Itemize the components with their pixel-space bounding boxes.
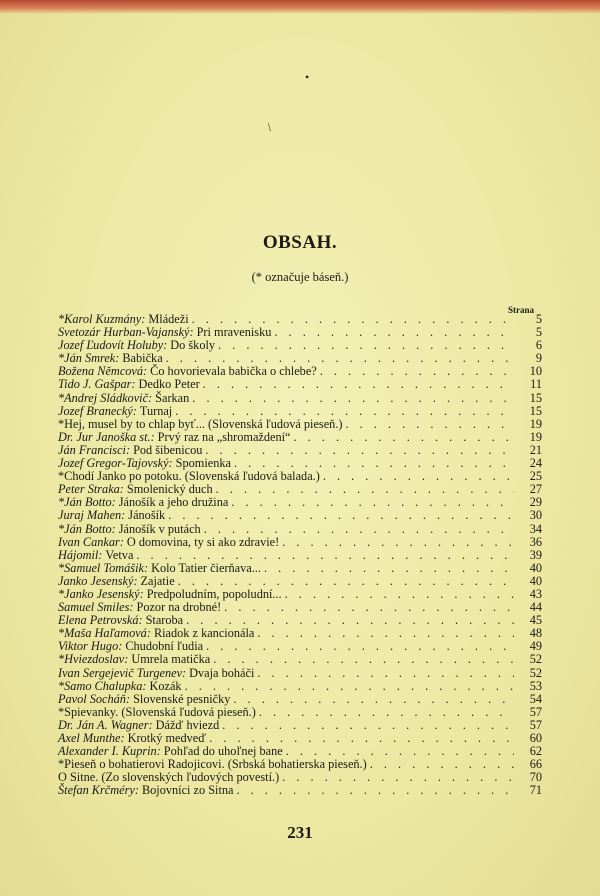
entry-title: O Sitne. (Zo slovenských ľudových povestí.) <box>58 770 280 785</box>
entry-title: Čo hovorievala babička o chlebe? <box>150 364 317 379</box>
dot-leader <box>294 431 515 444</box>
entry-page: 62 <box>529 744 542 759</box>
entry-title: Vetva <box>105 547 134 562</box>
entry-author: *Ján Smrek: <box>58 351 120 366</box>
entry-author: Viktor Hugo: <box>58 639 123 654</box>
entry-title: Dvaja boháči <box>189 665 255 680</box>
page-column-label: Strana <box>508 305 535 315</box>
dot-leader <box>274 326 514 339</box>
entry-author: Janko Jesenský: <box>58 573 138 588</box>
dot-leader <box>282 771 514 784</box>
toc-entry <box>58 562 542 575</box>
dot-leader <box>178 575 514 588</box>
entry-title: Babička <box>122 351 163 366</box>
entry-page: 15 <box>529 403 542 418</box>
dot-leader <box>346 418 515 431</box>
entry-title: Umrela matička <box>131 652 211 667</box>
dot-leader <box>285 588 514 601</box>
entry-title: Pohľad do uhoľnej bane <box>163 744 283 759</box>
dot-leader <box>205 444 514 457</box>
entry-title: Pri mravenisku <box>196 325 272 340</box>
entry-title: Krotký medveď <box>127 731 207 745</box>
entry-page: 43 <box>529 586 542 601</box>
entry-author: Dr. Ján A. Wagner: <box>58 717 153 732</box>
entry-title: Chudobní ľudia <box>125 639 204 654</box>
entry-title: O domovina, ty si ako zdravie! <box>126 534 280 549</box>
toc-entry <box>58 549 542 562</box>
entry-author: Jozef Branecký: <box>58 403 137 418</box>
entry-author: Juraj Mahen: <box>58 508 126 523</box>
dot-leader <box>175 405 514 418</box>
entry-author: Tido J. Gašpar: <box>58 377 136 392</box>
entry-page: 40 <box>529 560 542 575</box>
toc-entry <box>58 575 542 588</box>
dot-leader <box>203 378 514 391</box>
entry-author: Elena Petrovská: <box>58 613 143 628</box>
entry-title: Staroba <box>145 613 184 628</box>
entry-page: 66 <box>529 757 542 772</box>
page-number: 231 <box>287 823 313 842</box>
entry-page: 10 <box>529 364 542 379</box>
dot-leader <box>222 719 514 732</box>
page-top-edge <box>0 0 600 14</box>
entry-title: Šarkan <box>155 390 190 405</box>
entry-page: 5 <box>535 312 542 326</box>
entry-page: 21 <box>529 442 542 457</box>
entry-author: Jozef Ľudovít Holuby: <box>58 338 168 353</box>
toc-entry <box>58 378 542 391</box>
dot-leader <box>264 562 514 575</box>
entry-page: 40 <box>529 573 542 588</box>
entry-author: *Janko Jesenský: <box>58 586 144 601</box>
dot-leader <box>206 640 514 653</box>
entry-author: *Maša Haľamová: <box>58 626 151 641</box>
dot-leader <box>224 601 514 614</box>
toc-entry <box>58 523 542 536</box>
entry-page: 53 <box>529 678 542 693</box>
entry-page: 5 <box>535 325 542 340</box>
entry-title: Pod šibenicou <box>133 442 203 457</box>
entry-title: *Hej, musel by to chlap byť... (Slovenská ľudová pieseň.) <box>58 416 343 431</box>
entry-title: Jánošík <box>128 508 166 523</box>
entry-title: Do školy <box>170 338 216 353</box>
entry-title: Predpoludním, popoludní... <box>146 586 282 601</box>
dot-leader <box>204 523 514 536</box>
entry-page: 71 <box>529 783 542 798</box>
dot-leader <box>257 627 514 640</box>
entry-author: Svetozár Hurban-Vajanský: <box>58 325 194 340</box>
pencil-mark: / <box>264 120 275 134</box>
entry-author: *Karol Kuzmány: <box>58 312 146 326</box>
dot-leader <box>136 549 514 562</box>
table-of-contents <box>58 313 542 797</box>
ink-speck: • <box>305 70 310 84</box>
entry-title: Mládeži <box>148 312 189 326</box>
entry-title: Smolenický duch <box>126 482 213 497</box>
entry-page: 27 <box>529 482 542 497</box>
entry-page: 48 <box>529 626 542 641</box>
entry-page: 9 <box>535 351 542 366</box>
dot-leader <box>231 496 514 509</box>
entry-page: 34 <box>529 521 542 536</box>
dot-leader <box>259 706 514 719</box>
entry-author: Pavol Socháň: <box>58 691 131 706</box>
entry-author: Samuel Smiles: <box>58 600 134 615</box>
toc-entry <box>58 693 542 706</box>
entry-author: Jozef Gregor-Tajovský: <box>58 456 173 471</box>
entry-title: Riadok z kancionála <box>153 626 255 641</box>
toc-entry <box>58 784 542 797</box>
entry-title: *Chodí Janko po potoku. (Slovenská ľudová balada.) <box>58 469 320 484</box>
dot-leader <box>192 392 514 405</box>
entry-author: Alexander I. Kuprin: <box>58 744 161 759</box>
entry-title: Jánošík a jeho družina <box>118 495 229 510</box>
toc-entry <box>58 392 542 405</box>
entry-title: *Spievanky. (Slovenská ľudová pieseň.) <box>58 704 256 719</box>
dot-leader <box>370 758 514 771</box>
dot-leader <box>185 680 514 693</box>
toc-entry <box>58 706 542 719</box>
toc-entry <box>58 667 542 680</box>
toc-entry <box>58 509 542 522</box>
entry-author: Ivan Sergejevič Turgenev: <box>58 665 187 680</box>
entry-author: *Andrej Sládkovič: <box>58 390 153 405</box>
entry-page: 24 <box>529 456 542 471</box>
entry-author: *Hviezdoslav: <box>58 652 129 667</box>
entry-page: 19 <box>529 429 542 444</box>
toc-entry <box>58 653 542 666</box>
entry-page: 29 <box>529 495 542 510</box>
entry-author: Ivan Cankar: <box>58 534 124 549</box>
entry-title: Jánošík v putách <box>118 521 201 536</box>
entry-author: *Ján Botto: <box>58 521 116 536</box>
dot-leader <box>320 365 514 378</box>
entry-page: 19 <box>529 416 542 431</box>
entry-author: Hájomil: <box>58 547 103 562</box>
entry-page: 39 <box>529 547 542 562</box>
entry-author: *Samo Chalupka: <box>58 678 147 693</box>
entry-title: Spomienka <box>175 456 231 471</box>
dot-leader <box>323 470 514 483</box>
entry-title: *Pieseň o bohatierovi Radojicovi. (Srbská bohatierska pieseň.) <box>58 757 367 772</box>
subtitle-note: (* označuje báseň.) <box>251 270 349 284</box>
entry-page: 57 <box>529 717 542 732</box>
entry-page: 60 <box>529 731 542 745</box>
entry-page: 54 <box>529 691 542 706</box>
toc-entry <box>58 431 542 444</box>
toc-entry <box>58 536 542 549</box>
dot-leader <box>257 667 514 680</box>
entry-title: Dážď hviezd <box>155 717 220 732</box>
entry-title: Bojovníci zo Sitna <box>141 783 234 798</box>
toc-entry <box>58 680 542 693</box>
entry-title: Dedko Peter <box>138 377 200 392</box>
entry-title: Kozák <box>149 678 182 693</box>
dot-leader <box>168 509 514 522</box>
entry-author: Štefan Krčméry: <box>58 783 139 798</box>
entry-page: 30 <box>529 508 542 523</box>
entry-page: 52 <box>529 652 542 667</box>
entry-page: 36 <box>529 534 542 549</box>
entry-page: 6 <box>535 338 542 353</box>
toc-entry <box>58 418 542 431</box>
entry-page: 44 <box>529 600 542 615</box>
entry-author: Dr. Jur Janoška st.: <box>58 429 155 444</box>
entry-title: Pozor na drobné! <box>136 600 222 615</box>
entry-page: 52 <box>529 665 542 680</box>
entry-author: *Ján Botto: <box>58 495 116 510</box>
entry-author: *Samuel Tomášik: <box>58 560 149 575</box>
entry-page: 45 <box>529 613 542 628</box>
dot-leader <box>233 693 514 706</box>
entry-title: Zajatie <box>140 573 175 588</box>
entry-title: Prvý raz na „shromaždení“ <box>157 429 291 444</box>
entry-page: 25 <box>529 469 542 484</box>
entry-title: Kolo Tatier čierňava... <box>151 560 261 575</box>
entry-author: Axel Munthe: <box>58 731 125 745</box>
entry-title: Slovenské pesničky <box>133 691 231 706</box>
page-title: OBSAH. <box>262 232 338 253</box>
entry-page: 49 <box>529 639 542 654</box>
dot-leader <box>236 784 514 797</box>
entry-title: Turnaj <box>139 403 173 418</box>
entry-author: Peter Straka: <box>58 482 124 497</box>
entry-page: 11 <box>530 377 542 392</box>
dot-leader <box>218 339 514 352</box>
dot-leader <box>216 483 514 496</box>
entry-page: 15 <box>529 390 542 405</box>
entry-author: Ján Francisci: <box>58 442 131 457</box>
dot-leader <box>282 536 514 549</box>
dot-leader <box>213 653 514 666</box>
entry-page: 57 <box>529 704 542 719</box>
toc-entry <box>58 405 542 418</box>
entry-author: Božena Němcová: <box>58 364 148 379</box>
entry-page: 70 <box>529 770 542 785</box>
